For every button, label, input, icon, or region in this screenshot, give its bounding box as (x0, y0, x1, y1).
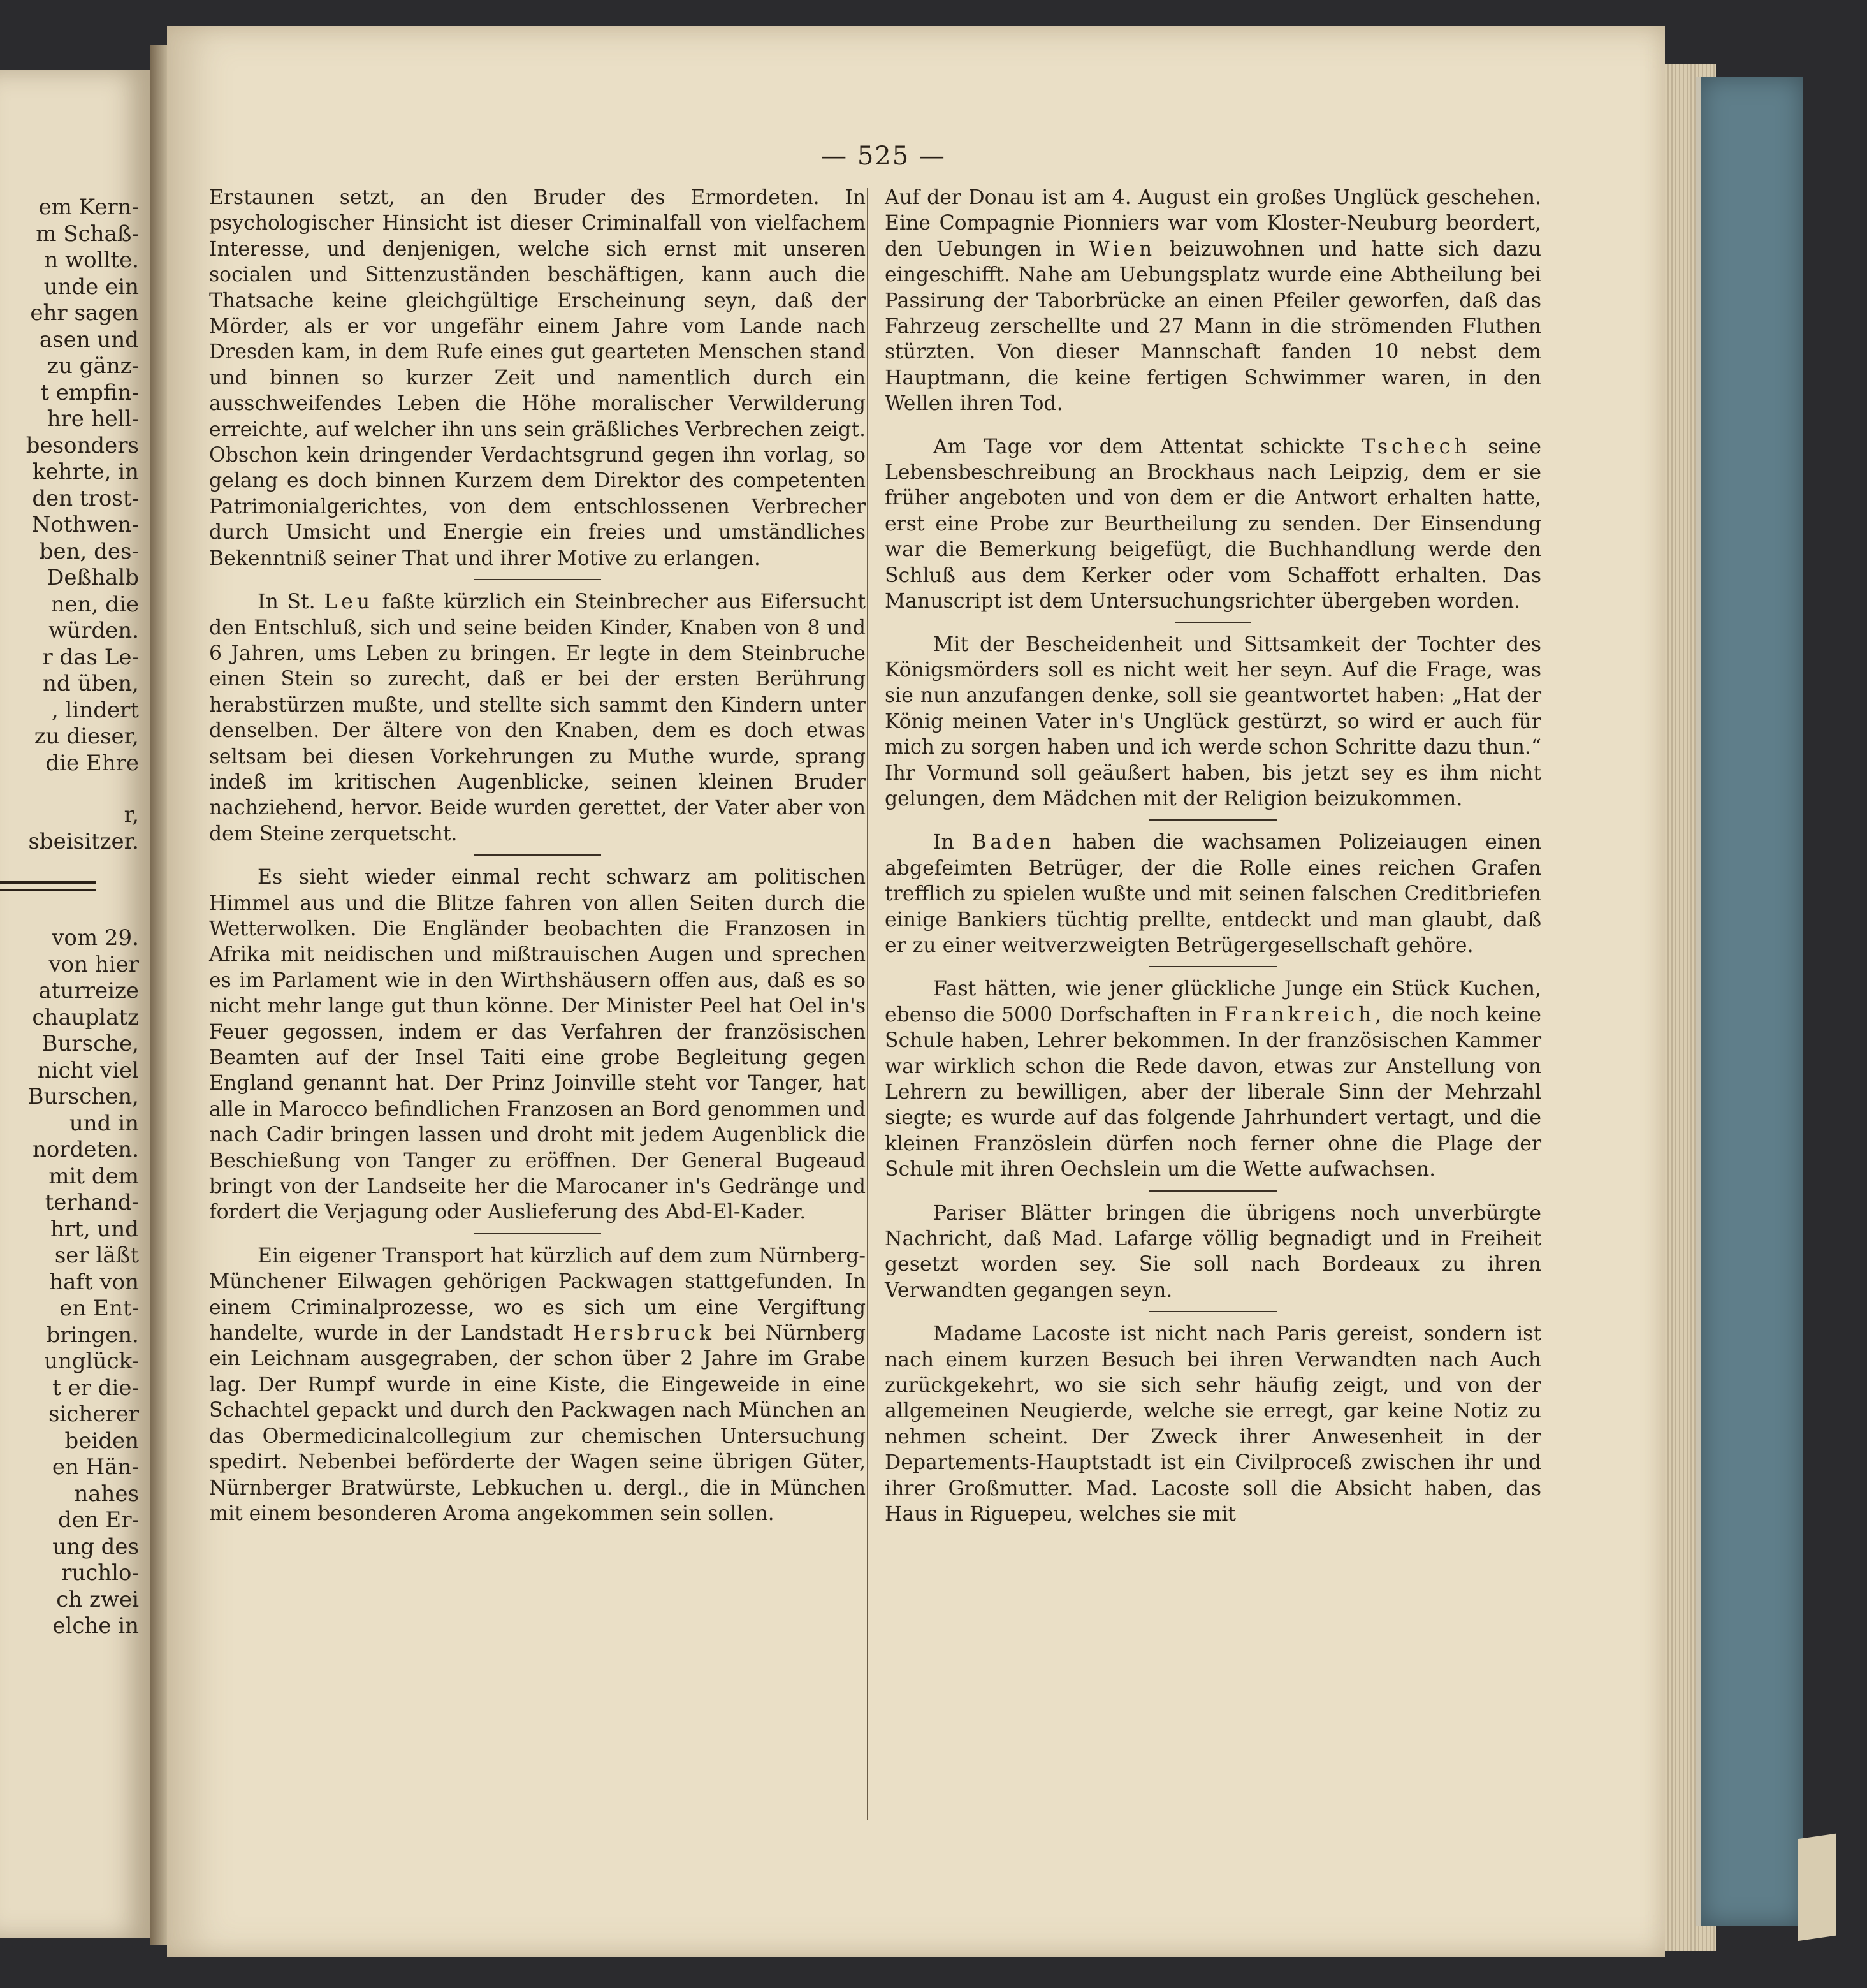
article-lead: Am Tage vor dem Attentat schickte (933, 435, 1345, 458)
left-page-rule (0, 889, 96, 891)
left-page-line: em Kern- (38, 194, 139, 220)
left-page-line: ehr sagen (30, 300, 139, 326)
left-page-line: t empfin- (40, 379, 139, 406)
left-page-line: terhand- (45, 1190, 139, 1215)
left-page-line: den trost- (32, 485, 139, 511)
article-body: haben die wachsamen Polizeiaugen einen abgefeimten Betrüger, der die Rolle eines reichen Grafen trefflich zu spielen wußte und mit seinen falschen Creditbriefen einige Bankiers tüchtig prellte, entdeckt und man glaubt, daß er zu einer weitverzweigten Betrügergesellschaft gehöre. (885, 831, 1542, 957)
left-page-line: kehrte, in (32, 459, 139, 485)
left-page-line: ruchlo- (61, 1560, 139, 1586)
left-page-line: nordeten. (33, 1137, 139, 1162)
article-separator (1149, 966, 1277, 967)
article-stonebreaker (209, 589, 866, 847)
place-name: Frankreich, (1224, 1003, 1386, 1027)
place-name: Wien (1089, 237, 1156, 261)
place-name: Baden (971, 831, 1056, 854)
article-body: beizuwohnen und hatte sich dazu eingeschifft. Nahe am Uebungsplatz wurde eine Abtheilung bei Passirung der Taborbrücke an einen Pfeiler geworfen, daß das Fahrzeug zerschellte und 27 Mann in die strömenden Fluthen stürzten. Von dieser Mannschaft fanden 10 nebst dem Hauptmann, die keine fertigen Schwimmer waren, in den Wellen ihren Tod. (885, 237, 1541, 416)
column-right (885, 185, 1541, 1528)
left-page-line: sbeisitzer. (28, 828, 139, 854)
left-page-line: , lindert (51, 697, 139, 723)
column-left (209, 185, 866, 1526)
left-page-line: und in (69, 1110, 139, 1136)
left-page-line: chauplatz (32, 1004, 139, 1030)
article-body: faßte kürzlich ein Steinbrecher aus Eifersucht den Entschluß, sich und seine beiden Kinder, Knaben von 8 und 6 Jahren, ums Leben zu bringen. Er legte in dem Steinbruche einen Stein so zurecht, daß er bei der ersten Berührung herabstürzen mußte, und stellte sich sammt den Kindern unter denselben. Der ältere von den Knaben, dem es doch etwas seltsam bei diesen Vorkehrungen zu Muthe wurde, sprang indeß im kritischen Augenblicke, seinen kleinen Bruder nachziehend, hervor. Beide wurden gerettet, der Vater aber von dem Steine zerquetscht. (209, 590, 866, 845)
place-name: Hersbruck (572, 1322, 715, 1345)
place-name: Leu (324, 590, 374, 614)
article-lead: Fast hätten, wie jener glückliche Junge ein Stück Kuchen, ebenso die 5000 Dorfschaften in (885, 977, 1541, 1027)
left-page-line: bringen. (46, 1322, 139, 1348)
left-page-line: Burschen, (27, 1084, 139, 1109)
left-page-line: ben, des- (39, 538, 139, 564)
article-lead: In St. (258, 590, 316, 614)
article-danube-accident (885, 185, 1541, 417)
article-separator (1175, 622, 1251, 623)
left-page-line: besonders (25, 432, 139, 458)
article-body: die noch keine Schule haben, Lehrer bekommen. In der französischen Kammer war wirklich schon die Rede davon, etwas zur Anstellung von Lehrern zu bewilligen, aber der liberale Sinn der Mehrzahl siegte; es wurde auf das folgende Jahrhundert vertagt, und die kleinen Französlein dürfen noch ferner ohne die Plage der Schule mit ihren Oechslein um die Wette aufwachsen. (885, 1003, 1541, 1181)
article-separator (1149, 1311, 1277, 1312)
article-baden (885, 830, 1541, 958)
left-page-line: unde ein (43, 274, 139, 300)
left-page-line: nd üben, (43, 671, 139, 696)
left-page-line: en Ent- (59, 1296, 139, 1321)
left-page-line: haft von (49, 1269, 139, 1295)
left-page-line: sicherer (48, 1401, 139, 1427)
article-france-schools (885, 976, 1541, 1182)
left-page-line: vom 29. (52, 925, 139, 951)
left-page-line: beiden (64, 1428, 139, 1454)
left-page-line: ung des (52, 1533, 139, 1560)
article-politics: Es sieht wieder einmal recht schwarz am politischen Himmel aus und die Blitze fahren von allen Seiten durch die Wetterwolken. Die Engländer beobachten die Franzosen in Afrika mit neidischen und mißtrauischen Augen und sprechen es im Parlament wie in den Wirthshäusern offen aus, daß es so nicht mehr lange gut thun könne. Der Minister Peel hat Oel in's Feuer gegossen, indem er das Verfahren der französischen Beamten auf der Insel Taiti eine grobe Begleitung gegen England genannt hat. Der Prinz Joinville steht vor Tanger, hat alle in Marocco befindlichen Franzosen an Bord genommen und nach Cadir bringen lassen und droht mit jedem Augenblick die Beschießung von Tanger zu eröffnen. Der General Bugeaud bringt von der Landseite her die Marocaner in's Gedränge und fordert die Verjagung oder Auslieferung des Abd-El-Kader. (209, 866, 866, 1224)
article-lead: In (933, 831, 954, 854)
article-daughter: Mit der Bescheidenheit und Sittsamkeit der Tochter des Königsmörders soll es nicht weit her seyn. Auf die Frage, was sie nun anzufangen denke, soll sie geantwortet haben: „Hat der König meinen Vater in's Unglück gestürzt, so wird er auch für mich zu sorgen haben und ich werde schon Schritte dazu thun.“ Ihr Vormund soll geäußert haben, bis jetzt sey es ihm nicht gelungen, dem Mädchen mit der Religion beizukommen. (885, 632, 1541, 810)
article-lacoste: Madame Lacoste ist nicht nach Paris gereist, sondern ist nach einem kurzen Besuch bei ihren Verwandten nach Auch zurückgekehrt, wo sie sich sehr häufig zeigt, und von der allgemeinen Neugierde, welche sie erregt, gar keine Notiz zu nehmen scheint. Der Zweck ihrer Anwesenheit in der Departements-Hauptstadt ist ein Civilproceß zwischen ihr und ihrer Großmutter. Mad. Lacoste soll die Absicht haben, das Haus in Riguepeu, welches sie mit (885, 1322, 1541, 1526)
article-lafarge: Pariser Blätter bringen die übrigens noch unverbürgte Nachricht, daß Mad. Lafarge völlig begnadigt und in Freiheit gesetzt worden sey. Sie soll nach Bordeaux zu ihren Verwandten gegangen seyn. (885, 1201, 1541, 1302)
left-page-line: Deßhalb (47, 565, 139, 590)
left-page-line: den Er- (57, 1507, 139, 1533)
column-divider (867, 188, 868, 1820)
article-tschech (885, 434, 1541, 615)
left-page-line: m Schaß- (36, 221, 139, 247)
left-page-line: hrt, und (50, 1216, 139, 1242)
left-page-line: nahes (74, 1480, 139, 1507)
article-transport (209, 1243, 866, 1526)
article-separator (1149, 819, 1277, 821)
cover-label (1798, 1834, 1836, 1941)
left-page-line: r, (124, 802, 139, 828)
left-page-line: zu gänz- (47, 353, 139, 379)
left-page-line: Nothwen- (31, 512, 139, 537)
left-page-line: zu dieser, (34, 724, 139, 749)
article-body: bei Nürnberg ein Leichnam ausgegraben, der schon über 2 Jahre im Grabe lag. Der Rumpf wurde in eine Kiste, die Eingeweide in eine Schachtel gepackt und durch den Packwagen nach München an das Obermedicinalcollegium zur chemischen Untersuchung spedirt. Nebenbei beförderte der Wagen seine übrigen Güter, Nürnberger Bratwürste, Lebkuchen u. dergl., die in München mit einem besonderen Aroma angekommen sein sollen. (209, 1322, 866, 1525)
article-lead: Auf der Donau ist am 4. August ein großes Unglück geschehen. Eine Compagnie Pionniers war vom Kloster-Neuburg beordert, den Uebungen in (885, 186, 1541, 261)
left-page-line: hre hell- (47, 406, 139, 432)
left-page-line: die Ehre (45, 750, 139, 776)
left-page-line: asen und (39, 326, 139, 353)
left-page-line: t er die- (52, 1375, 139, 1401)
left-page-line: ch zwei (56, 1586, 139, 1612)
left-page-line: mit dem (48, 1163, 139, 1189)
left-page-line: nicht viel (37, 1057, 139, 1083)
left-page-fragment (0, 70, 154, 1938)
left-page-line: en Hän- (52, 1454, 139, 1480)
person-name: Tschech (1362, 435, 1471, 458)
left-page-line: r das Le- (42, 644, 139, 670)
left-page-line: Bursche, (41, 1031, 139, 1056)
article-body: seine Lebensbeschreibung an Brockhaus nach Leipzig, dem er sie früher angeboten und von dem er die Antwort erhalten hatte, erst eine Probe zur Beurtheilung zu senden. Der Einsendung war die Bemerkung beigefügt, die Buchhandlung werde den Schluß aus dem Kerker oder vom Schaffott erhalten. Das Manuscript ist dem Untersuchungsrichter übergeben worden. (885, 435, 1541, 613)
article-separator (474, 854, 601, 856)
book-cover (1696, 77, 1803, 1926)
page-number: — 525 — (821, 142, 946, 171)
left-page-line: nen, die (50, 591, 139, 617)
left-page-line: n wollte. (44, 247, 139, 273)
left-page-line: würden. (48, 618, 139, 643)
article-separator (474, 579, 601, 580)
article-criminal-case: Erstaunen setzt, an den Bruder des Ermordeten. In psychologischer Hinsicht ist dieser Criminalfall von vielfachem Interesse, und denjenigen, welche sich ernst mit unseren socialen und Sittenzuständen beschäftigen, kann auch die Thatsache keine gleichgültige Erscheinung seyn, daß der Mörder, als er vor ungefähr einem Jahre vom Lande nach Dresden kam, in dem Rufe eines gut gearteten Menschen stand und binnen so kurzer Zeit und namentlich durch ein ausschweifendes Leben die Höhe moralischer Verwilderung erreichte, auf welcher ihn uns sein gräßliches Verbrechen zeigt. Obschon kein dringender Verdachtsgrund gegen ihn vorlag, so gelang es doch binnen Kurzem dem Direktor des competenten Patrimonialgerichtes, von dem entschlossenen Verbrecher durch Umsicht und Energie ein freies und umständliches Bekenntniß seiner That und ihrer Motive zu erlangen. (209, 186, 866, 570)
left-page-line: aturreize (38, 978, 139, 1004)
article-lead: Ein eigener Transport hat kürzlich auf dem zum Nürnberg-Münchener Eilwagen gehörigen Packwagen stattgefunden. In einem Criminalprozesse, wo es sich um eine Vergiftung handelte, wurde in der Landstadt (209, 1244, 866, 1345)
left-page-line: von hier (48, 951, 139, 977)
left-page-line: ser läßt (54, 1243, 139, 1268)
left-page-line: unglück- (44, 1348, 139, 1374)
left-page-rule (0, 881, 96, 884)
left-page-line: elche in (52, 1613, 139, 1639)
article-separator (474, 1233, 601, 1234)
article-separator (1149, 1190, 1277, 1192)
